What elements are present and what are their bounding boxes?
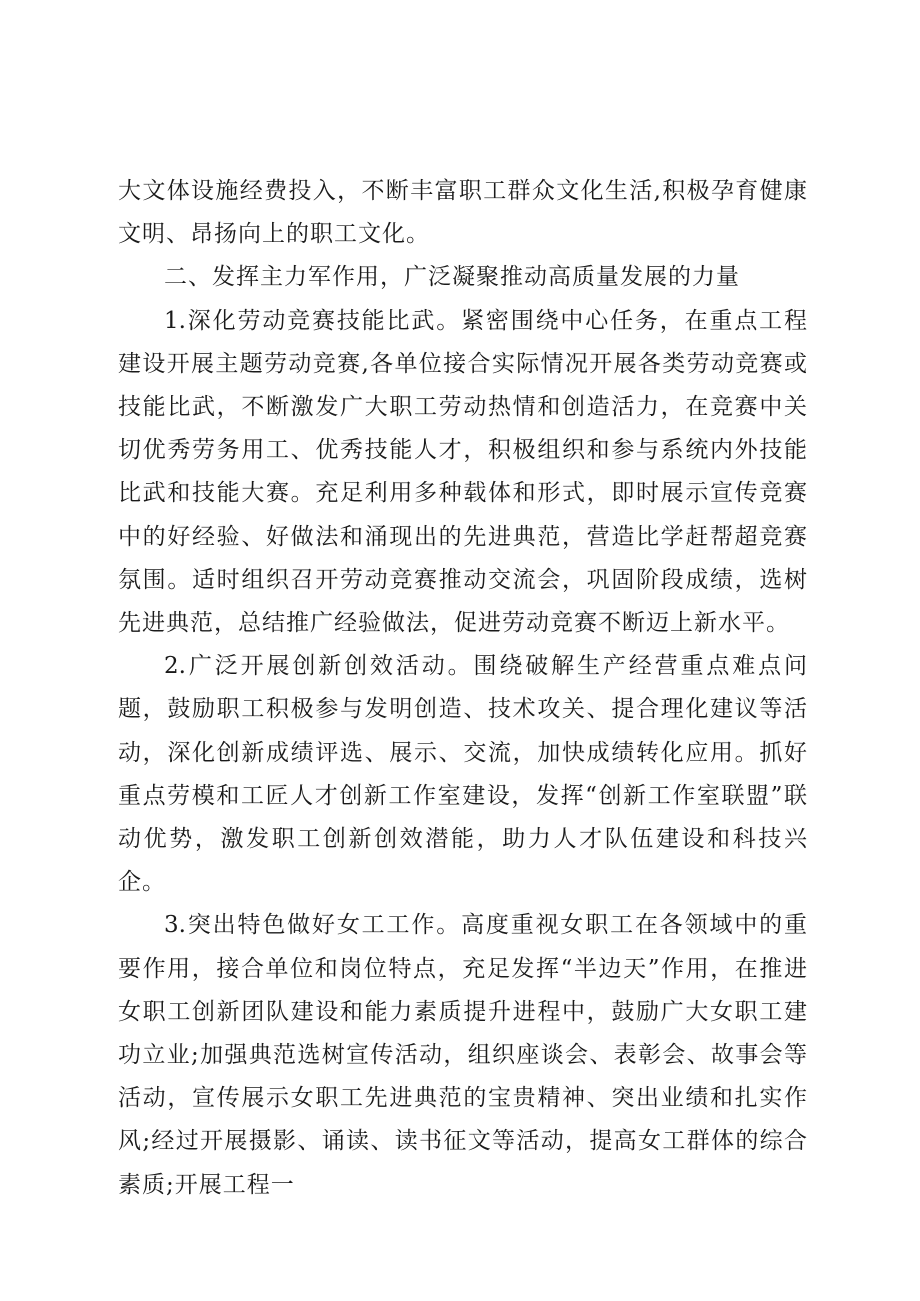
item-paragraph-3	[118, 904, 808, 1206]
paragraph-continuation: 大文体设施经费投入，不断丰富职工群众文化生活,积极孕育健康文明、昂扬向上的职工文化。	[118, 178, 808, 248]
item-number-3: 3	[164, 912, 179, 939]
item-title-1: .深化劳动竞赛技能比武。	[178, 307, 462, 334]
item-body-2: 围绕破解生产经营重点难点问题，鼓励职工积极参与发明创造、技术攻关、提合理化建议等活动，深化创新成绩评选、展示、交流，加快成绩转化应用。抓好重点劳模和工匠人才创新工作室建设，发挥“创新工作室联盟”联动优势，激发职工创新创效潜能，助力人才队伍建设和科技兴企。	[118, 653, 809, 896]
section-heading: 二、发挥主力军作用，广泛凝聚推动高质量发展的力量	[164, 264, 740, 291]
item-title-3: .突出特色做好女工工作。	[178, 912, 462, 939]
item-paragraph-1	[118, 300, 808, 646]
item-body-1: 紧密围绕中心任务，在重点工程建设开展主题劳动竞赛,各单位接合实际情况开展各类劳动竞赛或技能比武，不断激发广大职工劳动热情和创造活力，在竞赛中关切优秀劳务用工、优秀技能人才，积极组织和参与系统内外技能比武和技能大赛。充足利用多种载体和形式，即时展示宣传竞赛中的好经验、好做法和涌现出的先进典范，营造比学赶帮超竞赛氛围。适时组织召开劳动竞赛推动交流会，巩固阶段成绩，选树先进典范，总结推广经验做法，促进劳动竞赛不断迈上新水平。	[118, 307, 809, 637]
item-number-2: 2	[164, 653, 179, 680]
item-body-3: 高度重视女职工在各领域中的重要作用，接合单位和岗位特点，充足发挥“半边天”作用，在推进女职工创新团队建设和能力素质提升进程中，鼓励广大女职工建功立业;加强典范选树宣传活动，组织座谈会、表彰会、故事会等活动，宣传展示女职工先进典范的宝贵精神、突出业绩和扎实作风;经过开展摄影、诵读、读书征文等活动，提高女工群体的综合素质;开展工程一	[118, 912, 809, 1198]
document-body	[118, 170, 808, 1207]
item-title-2: .广泛开展创新创效活动。	[178, 653, 474, 680]
item-number-1: 1	[164, 307, 179, 334]
item-paragraph-2	[118, 645, 808, 904]
